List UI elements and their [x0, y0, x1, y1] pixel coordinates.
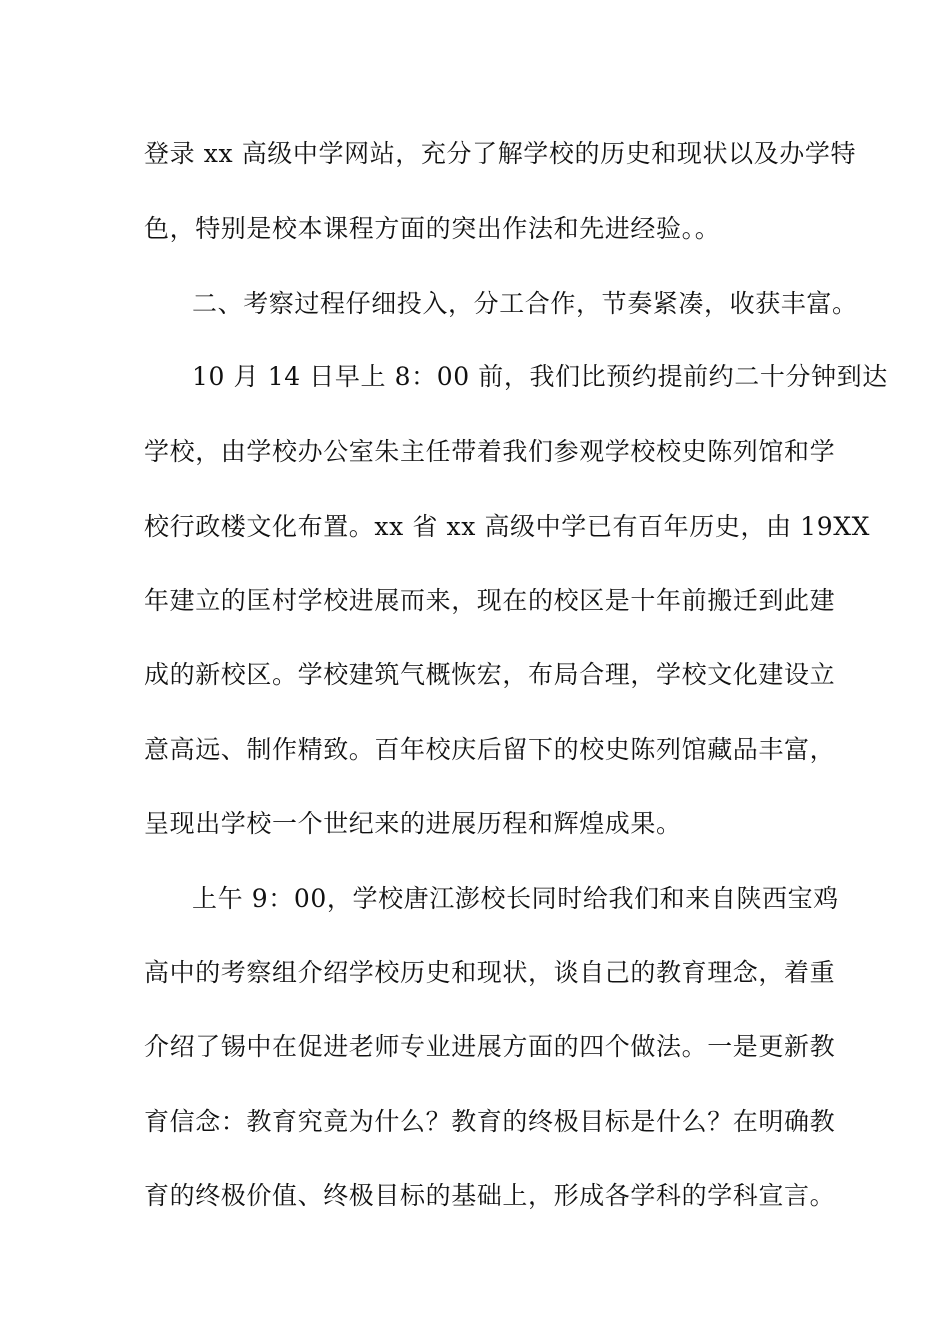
text-line: 育的终极价值、终极目标的基础上，形成各学科的学科宣言。 [144, 1181, 836, 1210]
text-line: 成的新校区。学校建筑气概恢宏，布局合理，学校文化建设立 [144, 660, 836, 689]
text-line: 登录 xx 高级中学网站，充分了解学校的历史和现状以及办学特 [144, 139, 857, 168]
text-line: 高中的考察组介绍学校历史和现状，谈自己的教育理念，着重 [144, 958, 836, 987]
text-line: 10 月 14 日早上 8：00 前，我们比预约提前约二十分钟到达 [192, 362, 888, 391]
text-line: 校行政楼文化布置。xx 省 xx 高级中学已有百年历史，由 19XX [144, 512, 870, 541]
text-line: 学校，由学校办公室朱主任带着我们参观学校校史陈列馆和学 [144, 437, 836, 466]
text-line: 育信念：教育究竟为什么？教育的终极目标是什么？在明确教 [144, 1107, 836, 1136]
text-line: 上午 9：00，学校唐江澎校长同时给我们和来自陕西宝鸡 [192, 884, 839, 913]
text-line: 意高远、制作精致。百年校庆后留下的校史陈列馆藏品丰富， [144, 735, 836, 764]
text-line: 呈现出学校一个世纪来的进展历程和辉煌成果。 [144, 809, 682, 838]
text-line: 介绍了锡中在促进老师专业进展方面的四个做法。一是更新教 [144, 1032, 836, 1061]
text-line: 年建立的匡村学校进展而来，现在的校区是十年前搬迁到此建 [144, 586, 836, 615]
text-line: 色，特别是校本课程方面的突出作法和先进经验。。 [144, 214, 721, 243]
paragraph-heading: 二、考察过程仔细投入，分工合作，节奏紧凑，收获丰富。 [192, 289, 858, 318]
